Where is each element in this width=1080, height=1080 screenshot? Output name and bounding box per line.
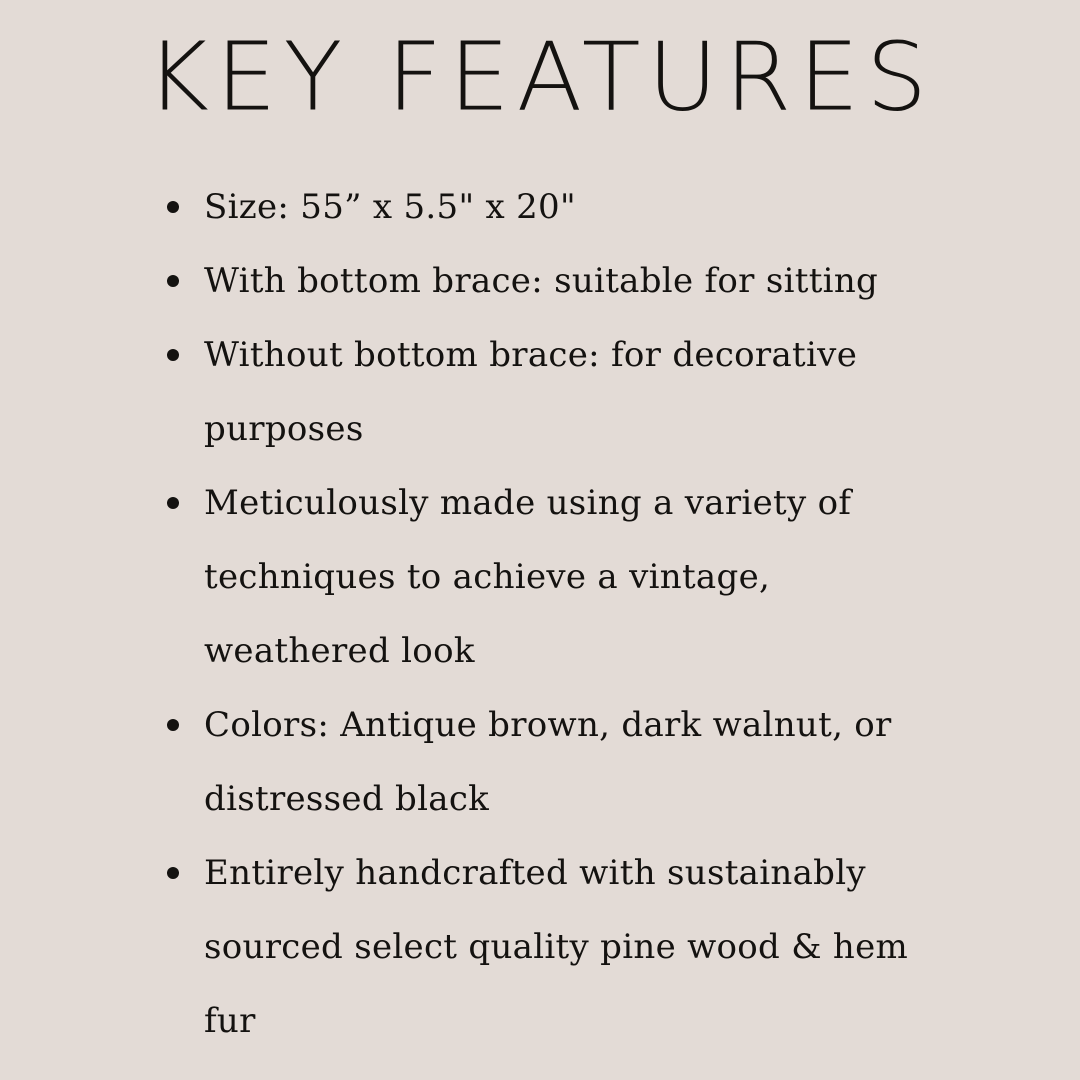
feature-item [204, 836, 964, 1058]
feature-text: With bottom brace: suitable for sitting [204, 261, 879, 301]
feature-text: Size: 55” x 5.5" x 20" [204, 187, 576, 227]
feature-text: Colors: Antique brown, dark walnut, or distressed black [204, 705, 892, 819]
feature-item [204, 244, 964, 318]
feature-item [204, 318, 964, 466]
bullet-icon [167, 201, 179, 213]
feature-text: Meticulously made using a variety of techniques to achieve a vintage, weathered look [204, 483, 852, 671]
feature-item [204, 688, 964, 836]
feature-list [204, 170, 964, 1058]
feature-text: Without bottom brace: for decorative purposes [204, 335, 858, 449]
bullet-icon [167, 349, 179, 361]
bullet-icon [167, 275, 179, 287]
bullet-icon [167, 867, 179, 879]
bullet-icon [167, 497, 179, 509]
feature-text: Entirely handcrafted with sustainably sourced select quality pine wood & hem fur [204, 853, 909, 1041]
bullet-icon [167, 719, 179, 731]
feature-item [204, 466, 964, 688]
feature-item [204, 170, 964, 244]
page-title: KEY FEATURES [145, 22, 935, 132]
